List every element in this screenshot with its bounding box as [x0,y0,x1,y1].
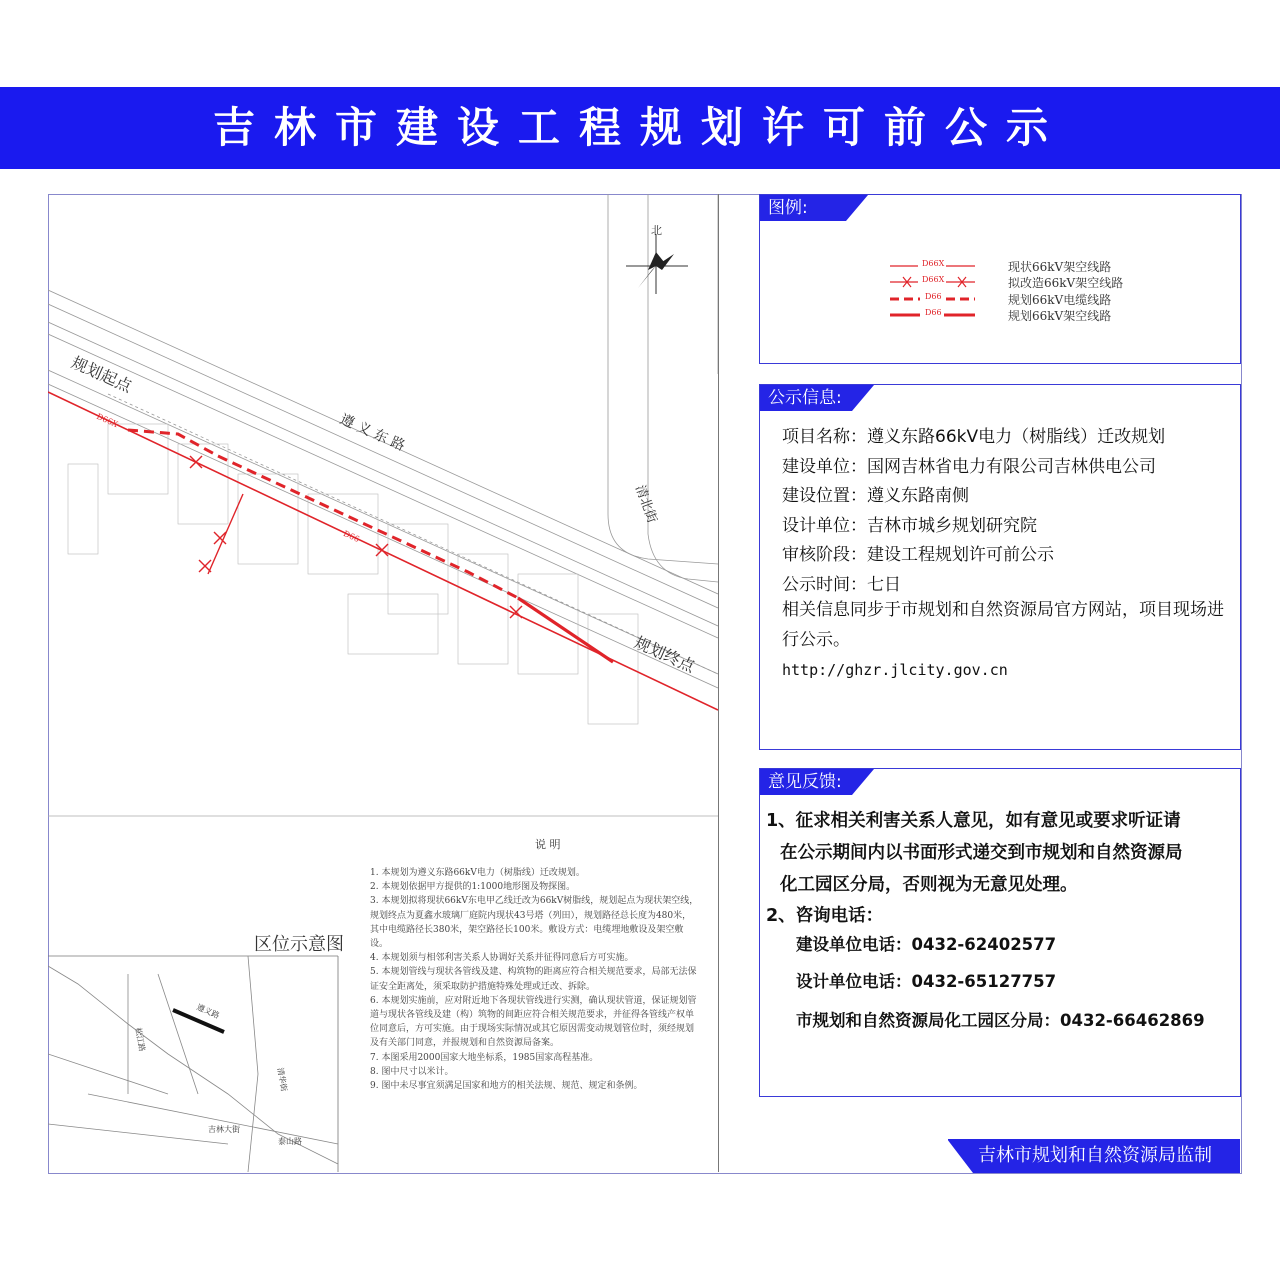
legend-label: 现状66kV架空线路 [1008,260,1112,274]
legend-code: D66 [925,308,942,317]
location-road-label: 泰山路 [278,1137,302,1146]
location-map-title: 区位示意图 [254,934,344,955]
sync-note: 相关信息同步于市规划和自然资源局官方网站，项目现场进行公示。 [782,600,1224,650]
road-name-cross: 清北街 [631,483,660,526]
note-item: 2. 本规划依据甲方提供的1:1000地形图及物探图。 [370,882,576,893]
note-item: 8. 图中尺寸以米计。 [370,1066,454,1077]
location-road-label: 遵义路 [195,1002,221,1021]
feedback-box [759,768,1241,1097]
cross-street [608,194,718,582]
note-item: 1. 本规划为遵义东路66kV电力（树脂线）迁改规划。 [370,868,585,878]
line-code-label: D66X [95,411,120,430]
page-title: 吉林市建设工程规划许可前公示 [212,103,1067,152]
legend-code: D66X [922,259,945,268]
note-item: 7. 本图采用2000国家大地坐标系，1985国家高程基准。 [370,1052,599,1063]
designer-phone: 设计单位电话：0432-65127757 [796,972,1057,991]
designer-name: 设计单位：吉林市城乡规划研究院 [782,516,1037,536]
info-tag: 公示信息: [760,385,852,411]
legend-code: D66X [922,275,945,284]
legend-tag: 图例: [760,195,846,221]
builder-name: 建设单位：国网吉林省电力有限公司吉林供电公司 [782,457,1156,477]
legend-swatches [760,195,1240,363]
location-road-label: 松江路 [133,1026,147,1053]
legend-code: D66 [925,292,942,301]
location-road-label: 清华街 [275,1066,289,1093]
road-lines [48,290,718,688]
builder-phone: 建设单位电话：0432-62402577 [796,935,1057,954]
route-start-label: 规划起点 [68,352,135,397]
north-label: 北 [651,224,662,237]
feedback-item-1-cont: 化工园区分局，否则视为无意见处理。 [780,875,1078,895]
header-banner [0,87,1280,169]
build-location: 建设位置：遵义东路南侧 [782,486,969,506]
review-stage: 审核阶段：建设工程规划许可前公示 [782,545,1054,565]
note-item: 4. 本规划须与相邻利害关系人协调好关系并征得同意后方可实施。 [370,953,634,964]
building-outlines [68,424,638,724]
project-name: 项目名称：遵义东路66kV电力（树脂线）迁改规划 [782,427,1166,447]
legend-label: 拟改造66kV架空线路 [1008,276,1124,290]
legend-label: 规划66kV电缆线路 [1008,293,1112,307]
north-arrow [626,234,688,294]
public-info-box [759,384,1241,750]
feedback-tag: 意见反馈: [760,769,852,795]
legend-label: 规划66kV架空线路 [1008,309,1112,323]
note-item: 3. 本规划拟将现状66kV东电甲乙线迁改为66kV树脂线，规划起点为现状架空线，规划终点为夏鑫水玻璃厂庭院内现状43号塔（列田），规划路径总长度为480米，其中电缆路径长380米，架空路径长100米。敷设方式：电缆埋地敷设及架空敷设。 [370,896,699,950]
road-name-main: 遵 义 东 路 [337,411,408,455]
bureau-phone: 市规划和自然资源局化工园区分局：0432-66462869 [796,1011,1205,1030]
feedback-item-1: 1、征求相关利害关系人意见，如有意见或要求听证请 [766,811,1181,831]
line-code-label: D66 [341,529,361,544]
note-item: 5. 本规划管线与现状各管线及建、构筑物的距离应符合相关规范要求，局部无法保证安全距离处，须采取防护措施特殊处理或迁改、拆除。 [370,967,697,992]
website-link[interactable]: http://ghzr.jlcity.gov.cn [782,661,1008,679]
footer-supervisor-tab [948,1139,1240,1173]
plan-notes [370,866,700,1093]
feedback-item-2: 2、咨询电话： [766,906,884,926]
route-end-label: 规划终点 [631,632,698,677]
supervisor-label: 吉林市规划和自然资源局监制 [978,1145,1212,1166]
note-item: 9. 图中未尽事宜须满足国家和地方的相关法规、规范、规定和条例。 [370,1081,643,1092]
legend-box [759,194,1241,364]
location-road-label: 吉林大街 [208,1125,240,1134]
note-item: 6. 本规划实施前，应对附近地下各现状管线进行实测，确认现状管道，保证规划管道与现状各管线及建（构）筑物的间距应符合相关规范要求，并征得各管线产权单位同意后，方可实施。由于现场实际情况或其它原因需变动规划管位时，须经规划及有关部门同意，并报规划和自然资源局备案。 [370,995,697,1049]
notice-period: 公示时间：七日 [782,575,901,595]
notes-title: 说 明 [535,838,561,851]
feedback-item-1-cont: 在公示期间内以书面形式递交到市规划和自然资源局 [780,843,1183,863]
